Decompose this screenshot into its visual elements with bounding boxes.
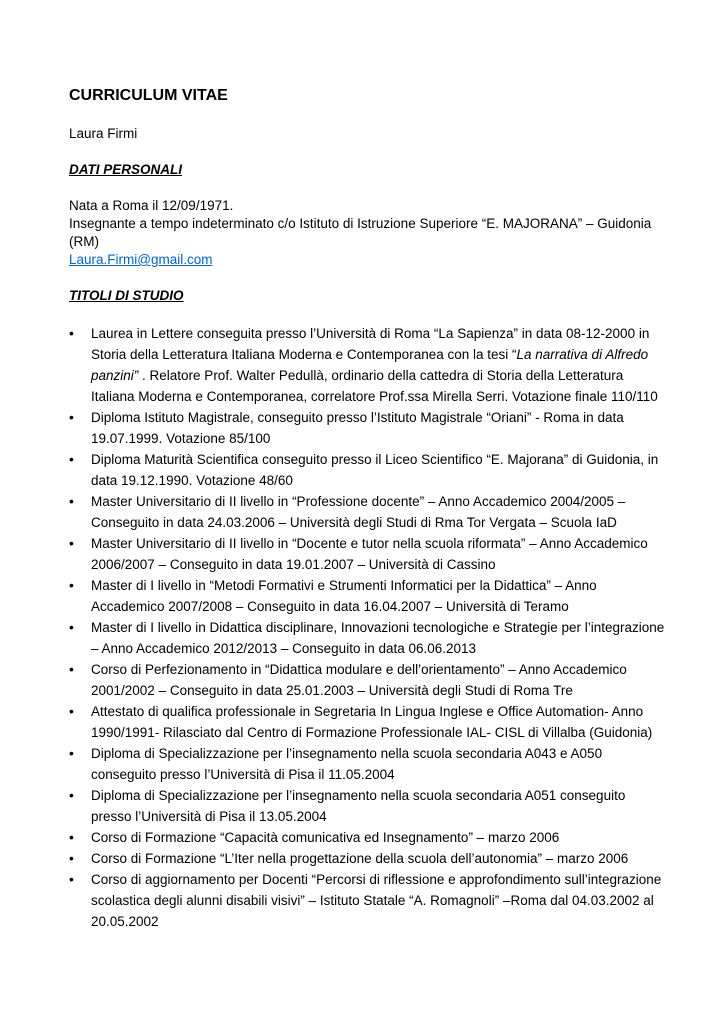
list-item: • Master Universitario di II livello in “Docente e tutor nella scuola riformata” – Anno Accademico 2006/2007 – Conseguito in data 19.01.2007 – Università di Cassino [69,533,665,575]
studies-heading: TITOLI DI STUDIO [69,288,184,303]
email-link[interactable]: Laura.Firmi@gmail.com [69,252,213,267]
thesis-title: La narrativa di Alfredo panzini” [91,347,649,383]
list-item: • Corso di Perfezionamento in “Didattica modulare e dell’orientamento” – Anno Accademico 2001/2002 – Conseguito in data 25.01.2003 – Università degli Studi di Roma Tre [69,659,665,701]
list-item: • Corso di aggiornamento per Docenti “Percorsi di riflessione e approfondimento sull’integrazione scolastica degli alunni disabili visivi” – Istituto Statale “A. Romagnoli” –Roma dal 04.03.2002 al 20.05.2002 [69,869,665,932]
list-item [69,323,665,407]
list-item: • Master di I livello in “Metodi Formativi e Strumenti Informatici per la Didattica” – Anno Accademico 2007/2008 – Conseguito in data 16.04.2007 – Università di Teramo [69,575,665,617]
studies-list [69,323,665,932]
degree-text: Laurea in Lettere conseguita presso l’Università di Roma “La Sapienza” in data 08-12-2000 in Storia della Letteratura Italiana Moderna e Contemporanea con la tesi “ [91,326,650,362]
list-item: • Diploma di Specializzazione per l’insegnamento nella scuola secondaria A051 conseguito presso l’Università di Pisa il 13.05.2004 [69,785,665,827]
birth-info: Nata a Roma il 12/09/1971. [69,198,234,213]
list-item: • Master di I livello in Didattica disciplinare, Innovazioni tecnologiche e Strategie per l’integrazione – Anno Accademico 2012/2013 – Conseguito in data 06.06.2013 [69,617,665,659]
list-item: • Master Universitario di II livello in “Professione docente” – Anno Accademico 2004/2005 – Conseguito in data 24.03.2006 – Università degli Studi di Rma Tor Vergata – Scuola IaD [69,491,665,533]
person-name: Laura Firmi [69,126,138,141]
job-info: Insegnante a tempo indeterminato c/o Istituto di Istruzione Superiore “E. MAJORANA” – Guidonia (RM) [69,216,652,249]
list-item: • Diploma Maturità Scientifica conseguito presso il Liceo Scientifico “E. Majorana” di Guidonia, in data 19.12.1990. Votazione 48/60 [69,449,665,491]
list-item: • Attestato di qualifica professionale in Segretaria In Lingua Inglese e Office Automation- Anno 1990/1991- Rilasciato dal Centro di Formazione Professionale IAL- CISL di Villalba (Guidonia) [69,701,665,743]
personal-data-block [69,197,665,269]
list-item: • Diploma Istituto Magistrale, conseguito presso l’Istituto Magistrale “Oriani” - Roma in data 19.07.1999. Votazione 85/100 [69,407,665,449]
list-item: • Corso di Formazione “Capacità comunicativa ed Insegnamento” – marzo 2006 [69,827,665,848]
list-item: • Diploma di Specializzazione per l’insegnamento nella scuola secondaria A043 e A050 conseguito presso l’Università di Pisa il 11.05.2004 [69,743,665,785]
personal-data-heading: DATI PERSONALI [69,162,183,177]
document-title: CURRICULUM VITAE [69,87,228,104]
degree-details: . Relatore Prof. Walter Pedullà, ordinario della cattedra di Storia della Letteratura Italiana Moderna e Contemporanea, correlatore Prof.ssa Mirella Serri. Votazione finale 110/110 [91,368,658,404]
list-item: • Corso di Formazione “L’Iter nella progettazione della scuola dell’autonomia” – marzo 2006 [69,848,665,869]
